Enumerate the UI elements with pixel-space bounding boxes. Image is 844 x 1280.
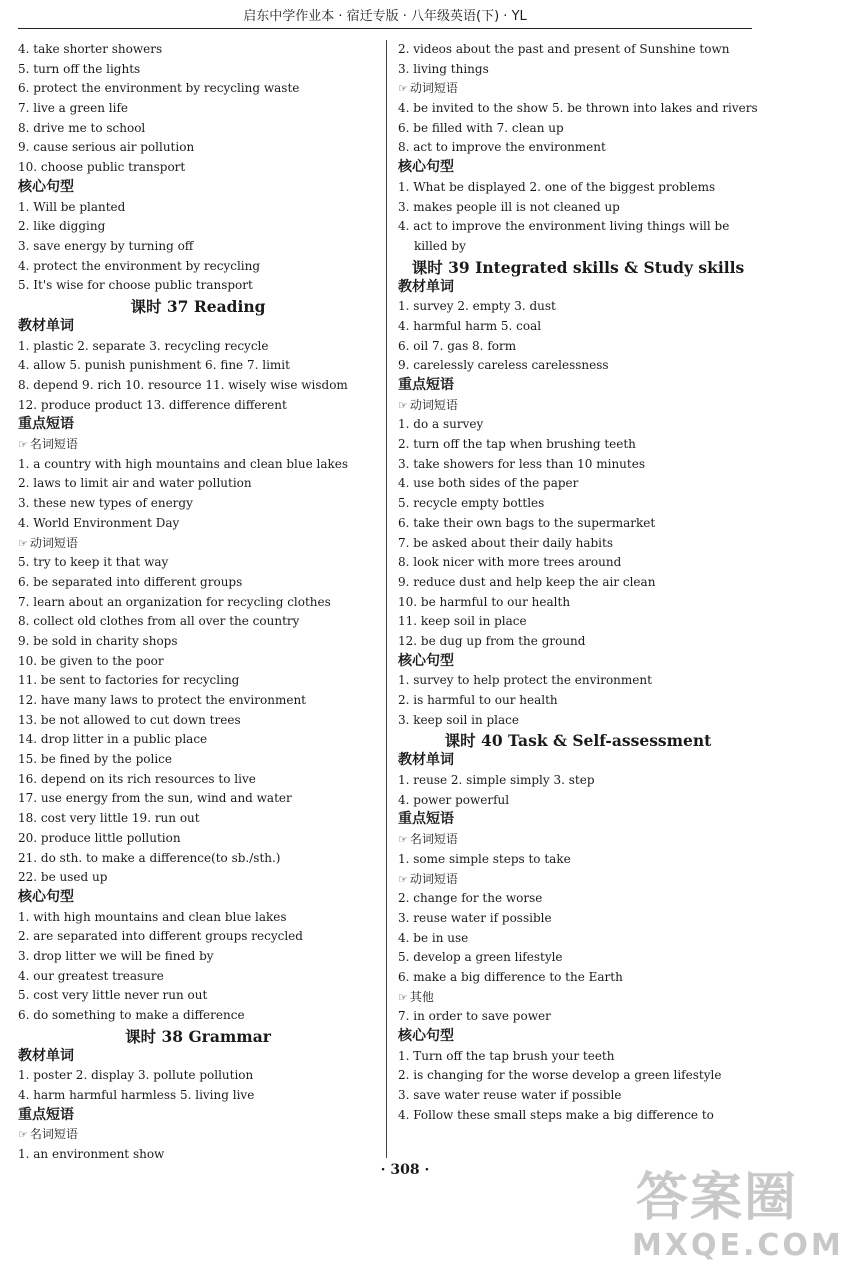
section-heading: 重点短语 (398, 811, 454, 828)
answer-line: 12. have many laws to protect the environment (18, 693, 306, 707)
answer-line: 2. videos about the past and present of Sunshine town (398, 42, 730, 56)
answer-line: 9. be sold in charity shops (18, 633, 178, 648)
answer-line: 4. our greatest treasure (18, 968, 164, 983)
answer-line: 14. drop litter in a public place (18, 732, 208, 747)
answer-line-continued: killed by (414, 238, 466, 253)
pointing-hand-icon: ☞ (398, 82, 408, 96)
answer-line: 4. be invited to the show 5. be thrown into lakes and rivers (398, 101, 758, 116)
answer-line: 2. is changing for the worse develop a green lifestyle (398, 1068, 722, 1083)
answer-line: 10. choose public transport (18, 160, 186, 175)
subsection-text: 名词短语 (29, 437, 78, 452)
section-heading: 教材单词 (398, 278, 454, 295)
answer-line: 3. save energy by turning off (18, 238, 194, 253)
answer-line: 8. act to improve the environment (398, 140, 606, 155)
answer-line: 4. World Environment Day (18, 515, 180, 530)
section-heading: 核心句型 (398, 1028, 454, 1044)
answer-line: 1. do a survey (398, 417, 484, 432)
answer-line: 4. protect the environment by recycling (18, 258, 261, 273)
subsection-label (18, 1125, 378, 1145)
answer-line: 6. protect the environment by recycling waste (18, 81, 300, 96)
subsection-label (398, 79, 758, 99)
answer-line: 8. look nicer with more trees around (398, 555, 622, 570)
section-heading: 核心句型 (18, 888, 74, 905)
answer-line: 5. cost very little never run out (18, 988, 208, 1003)
answer-line: 4. take shorter showers (18, 42, 163, 56)
answer-line: 6. do something to make a difference (18, 1008, 245, 1022)
answer-line: 7. live a green life (18, 101, 128, 116)
subsection-text: 动词短语 (29, 535, 78, 550)
pointing-hand-icon: ☞ (398, 990, 408, 1004)
answer-line: 4. use both sides of the paper (398, 476, 579, 491)
section-heading: 核心句型 (398, 159, 454, 176)
answer-line: 2. change for the worse (398, 891, 543, 906)
answer-line: 3. reuse water if possible (398, 910, 552, 925)
answer-line: 4. harm harmful harmless 5. living live (18, 1088, 255, 1103)
running-header: 启东中学作业本 · 宿迁专版 · 八年级英语(下) · YL (18, 6, 752, 29)
pointing-hand-icon: ☞ (398, 872, 408, 886)
answer-line: 9. reduce dust and help keep the air clean (398, 574, 656, 589)
section-heading: 教材单词 (18, 1047, 74, 1064)
answer-line: 4. power powerful (398, 792, 510, 807)
answer-line: 3. these new types of energy (18, 496, 193, 511)
answer-line: 1. Will be planted (18, 199, 126, 214)
pointing-hand-icon: ☞ (18, 438, 28, 452)
page-number: · 308 · (380, 1162, 430, 1178)
answer-line: 12. produce product 13. difference different (18, 397, 287, 412)
subsection-text: 动词短语 (409, 81, 458, 96)
answer-line: 11. be sent to factories for recycling (18, 673, 240, 688)
answer-line: 4. allow 5. punish punishment 6. fine 7. limit (18, 358, 290, 373)
pointing-hand-icon: ☞ (398, 398, 408, 412)
column-divider (386, 40, 387, 1158)
answer-line: 4. harmful harm 5. coal (398, 318, 542, 333)
answer-line: 1. survey 2. empty 3. dust (398, 299, 556, 314)
subsection-label (398, 870, 758, 890)
answer-line: 1. reuse 2. simple simply 3. step (398, 773, 595, 788)
answer-line: 8. depend 9. rich 10. resource 11. wisely wise wisdom (18, 378, 348, 392)
answer-line: 10. be harmful to our health (398, 594, 571, 609)
answer-line: 1. What be displayed 2. one of the biggest problems (398, 179, 716, 194)
left-column (18, 40, 378, 1165)
answer-line: 2. turn off the tap when brushing teeth (398, 437, 636, 452)
subsection-label (18, 435, 378, 455)
answer-line: 16. depend on its rich resources to live (18, 771, 256, 786)
answer-line: 11. keep soil in place (398, 614, 527, 629)
answer-line: 5. turn off the lights (18, 61, 141, 76)
answer-line: 8. drive me to school (18, 120, 146, 135)
answer-line: 2. like digging (18, 219, 106, 234)
lesson-title: 课时 39 Integrated skills & Study skills (411, 257, 745, 277)
answer-line: 1. plastic 2. separate 3. recycling recycle (18, 338, 269, 353)
answer-line: 6. take their own bags to the supermarket (398, 515, 656, 530)
subsection-label (398, 830, 758, 850)
pointing-hand-icon: ☞ (18, 536, 28, 550)
answer-line: 10. be given to the poor (18, 653, 164, 668)
answer-line: 1. poster 2. display 3. pollute pollution (18, 1068, 254, 1083)
answer-line: 5. recycle empty bottles (398, 496, 545, 511)
answer-line: 3. take showers for less than 10 minutes (398, 456, 645, 471)
answer-line: 20. produce little pollution (18, 830, 181, 845)
answer-line: 9. carelessly careless carelessness (398, 358, 609, 373)
pointing-hand-icon: ☞ (18, 1128, 28, 1142)
answer-line: 3. keep soil in place (398, 712, 519, 727)
answer-line: 13. be not allowed to cut down trees (18, 712, 241, 727)
subsection-text: 名词短语 (29, 1127, 78, 1142)
answer-line: 4. be in use (398, 930, 469, 945)
answer-line: 1. survey to help protect the environment (398, 673, 652, 688)
answer-line: 2. is harmful to our health (398, 693, 558, 707)
answer-line: 15. be fined by the police (18, 752, 172, 767)
answer-line: 3. living things (398, 61, 489, 76)
answer-line: 21. do sth. to make a difference(to sb./sth.) (18, 850, 281, 865)
answer-line: 4. Follow these small steps make a big difference to (398, 1107, 714, 1122)
subsection-text: 其他 (409, 989, 434, 1004)
lesson-title: 课时 40 Task & Self-assessment (444, 731, 712, 751)
answer-line: 5. try to keep it that way (18, 555, 169, 570)
answer-line: 18. cost very little 19. run out (18, 811, 200, 826)
watermark-bottom: MXQE.COM (632, 1228, 844, 1263)
answer-line: 6. be filled with 7. clean up (398, 120, 564, 135)
section-heading: 重点短语 (18, 1106, 74, 1123)
answer-line: 2. laws to limit air and water pollution (18, 476, 252, 491)
pointing-hand-icon: ☞ (398, 833, 408, 847)
answer-line: 6. make a big difference to the Earth (398, 969, 623, 984)
section-heading: 教材单词 (18, 317, 74, 334)
lesson-title: 课时 38 Grammar (125, 1026, 271, 1046)
answer-line: 1. Turn off the tap brush your teeth (398, 1048, 615, 1063)
answer-line: 9. cause serious air pollution (18, 140, 195, 155)
lesson-title: 课时 37 Reading (130, 296, 266, 316)
answer-line: 8. collect old clothes from all over the country (18, 614, 300, 629)
answer-line: 17. use energy from the sun, wind and water (18, 791, 292, 806)
answer-line: 6. be separated into different groups (18, 574, 243, 589)
watermark-logo (632, 1168, 844, 1276)
answer-line: 7. be asked about their daily habits (398, 535, 613, 550)
answer-line: 2. are separated into different groups recycled (18, 929, 303, 944)
answer-line: 1. a country with high mountains and clean blue lakes (18, 456, 349, 471)
subsection-text: 动词短语 (409, 397, 458, 412)
subsection-text: 名词短语 (409, 832, 458, 847)
answer-line: 5. develop a green lifestyle (398, 950, 563, 965)
answer-line: 7. in order to save power (398, 1009, 551, 1024)
answer-line: 3. makes people ill is not cleaned up (398, 199, 620, 214)
subsection-text: 动词短语 (409, 871, 458, 886)
answer-line: 22. be used up (18, 870, 108, 885)
subsection-label (18, 534, 378, 554)
answer-line: 5. It's wise for choose public transport (18, 278, 253, 293)
section-heading: 教材单词 (398, 752, 454, 769)
answer-line: 6. oil 7. gas 8. form (398, 338, 517, 353)
answer-line: 7. learn about an organization for recycling clothes (18, 594, 331, 609)
section-heading: 核心句型 (398, 652, 454, 669)
section-heading: 重点短语 (398, 377, 454, 393)
answer-line: 12. be dug up from the ground (398, 633, 586, 648)
answer-line: 3. drop litter we will be fined by (18, 948, 214, 963)
section-heading: 重点短语 (18, 416, 74, 433)
subsection-label (398, 988, 758, 1008)
answer-line: 1. some simple steps to take (398, 851, 571, 866)
answer-line: 1. with high mountains and clean blue lakes (18, 909, 287, 924)
answer-line: 1. an environment show (18, 1147, 165, 1162)
right-column (398, 40, 758, 1125)
answer-line: 3. save water reuse water if possible (398, 1088, 622, 1103)
watermark-top: 答案圈 (635, 1168, 798, 1228)
section-heading: 核心句型 (18, 178, 74, 195)
answer-line: 4. act to improve the environment living things will be (398, 219, 730, 234)
subsection-label (398, 396, 758, 416)
